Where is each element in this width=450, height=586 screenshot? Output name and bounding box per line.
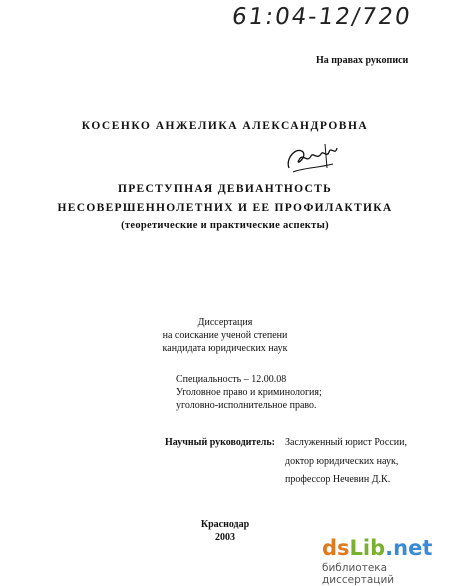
supervisor-line-1: Заслуженный юрист России, <box>285 437 408 448</box>
degree-line-2: на соискание ученой степени <box>162 330 288 341</box>
specialty-line-1: Специальность – 12.00.08 <box>176 374 287 385</box>
specialty-line-3: уголовно-исполнительное право. <box>176 400 317 411</box>
watermark-logo <box>322 536 432 560</box>
supervisor-line-3: профессор Нечевин Д.К. <box>285 474 391 485</box>
supervisor-line-2: доктор юридических наук, <box>285 456 399 467</box>
signature <box>283 138 343 178</box>
supervisor-label: Научный руководитель: <box>165 437 275 448</box>
title-line-1: ПРЕСТУПНАЯ ДЕВИАНТНОСТЬ <box>117 183 333 195</box>
degree-line-1: Диссертация <box>197 317 253 328</box>
watermark-logo-part-3: .net <box>385 536 433 560</box>
watermark-logo-part-2: Lib <box>349 536 386 560</box>
specialty-line-2: Уголовное право и криминология; <box>176 387 322 398</box>
city: Краснодар <box>200 519 250 530</box>
degree-line-3: кандидата юридических наук <box>162 343 288 354</box>
rights-note: На правах рукописи <box>316 55 409 66</box>
watermark-tagline: библиотека диссертаций <box>322 562 395 586</box>
title-line-2: НЕСОВЕРШЕННОЛЕТНИХ И ЕЕ ПРОФИЛАКТИКА <box>57 202 393 214</box>
year: 2003 <box>215 532 235 543</box>
subtitle: (теоретические и практические аспекты) <box>121 220 329 231</box>
author-name: КОСЕНКО АНЖЕЛИКА АЛЕКСАНДРОВНА <box>81 120 369 132</box>
watermark-logo-part-1: ds <box>322 536 350 560</box>
archive-number: 61:04-12/720 <box>230 4 414 30</box>
watermark <box>320 536 448 586</box>
